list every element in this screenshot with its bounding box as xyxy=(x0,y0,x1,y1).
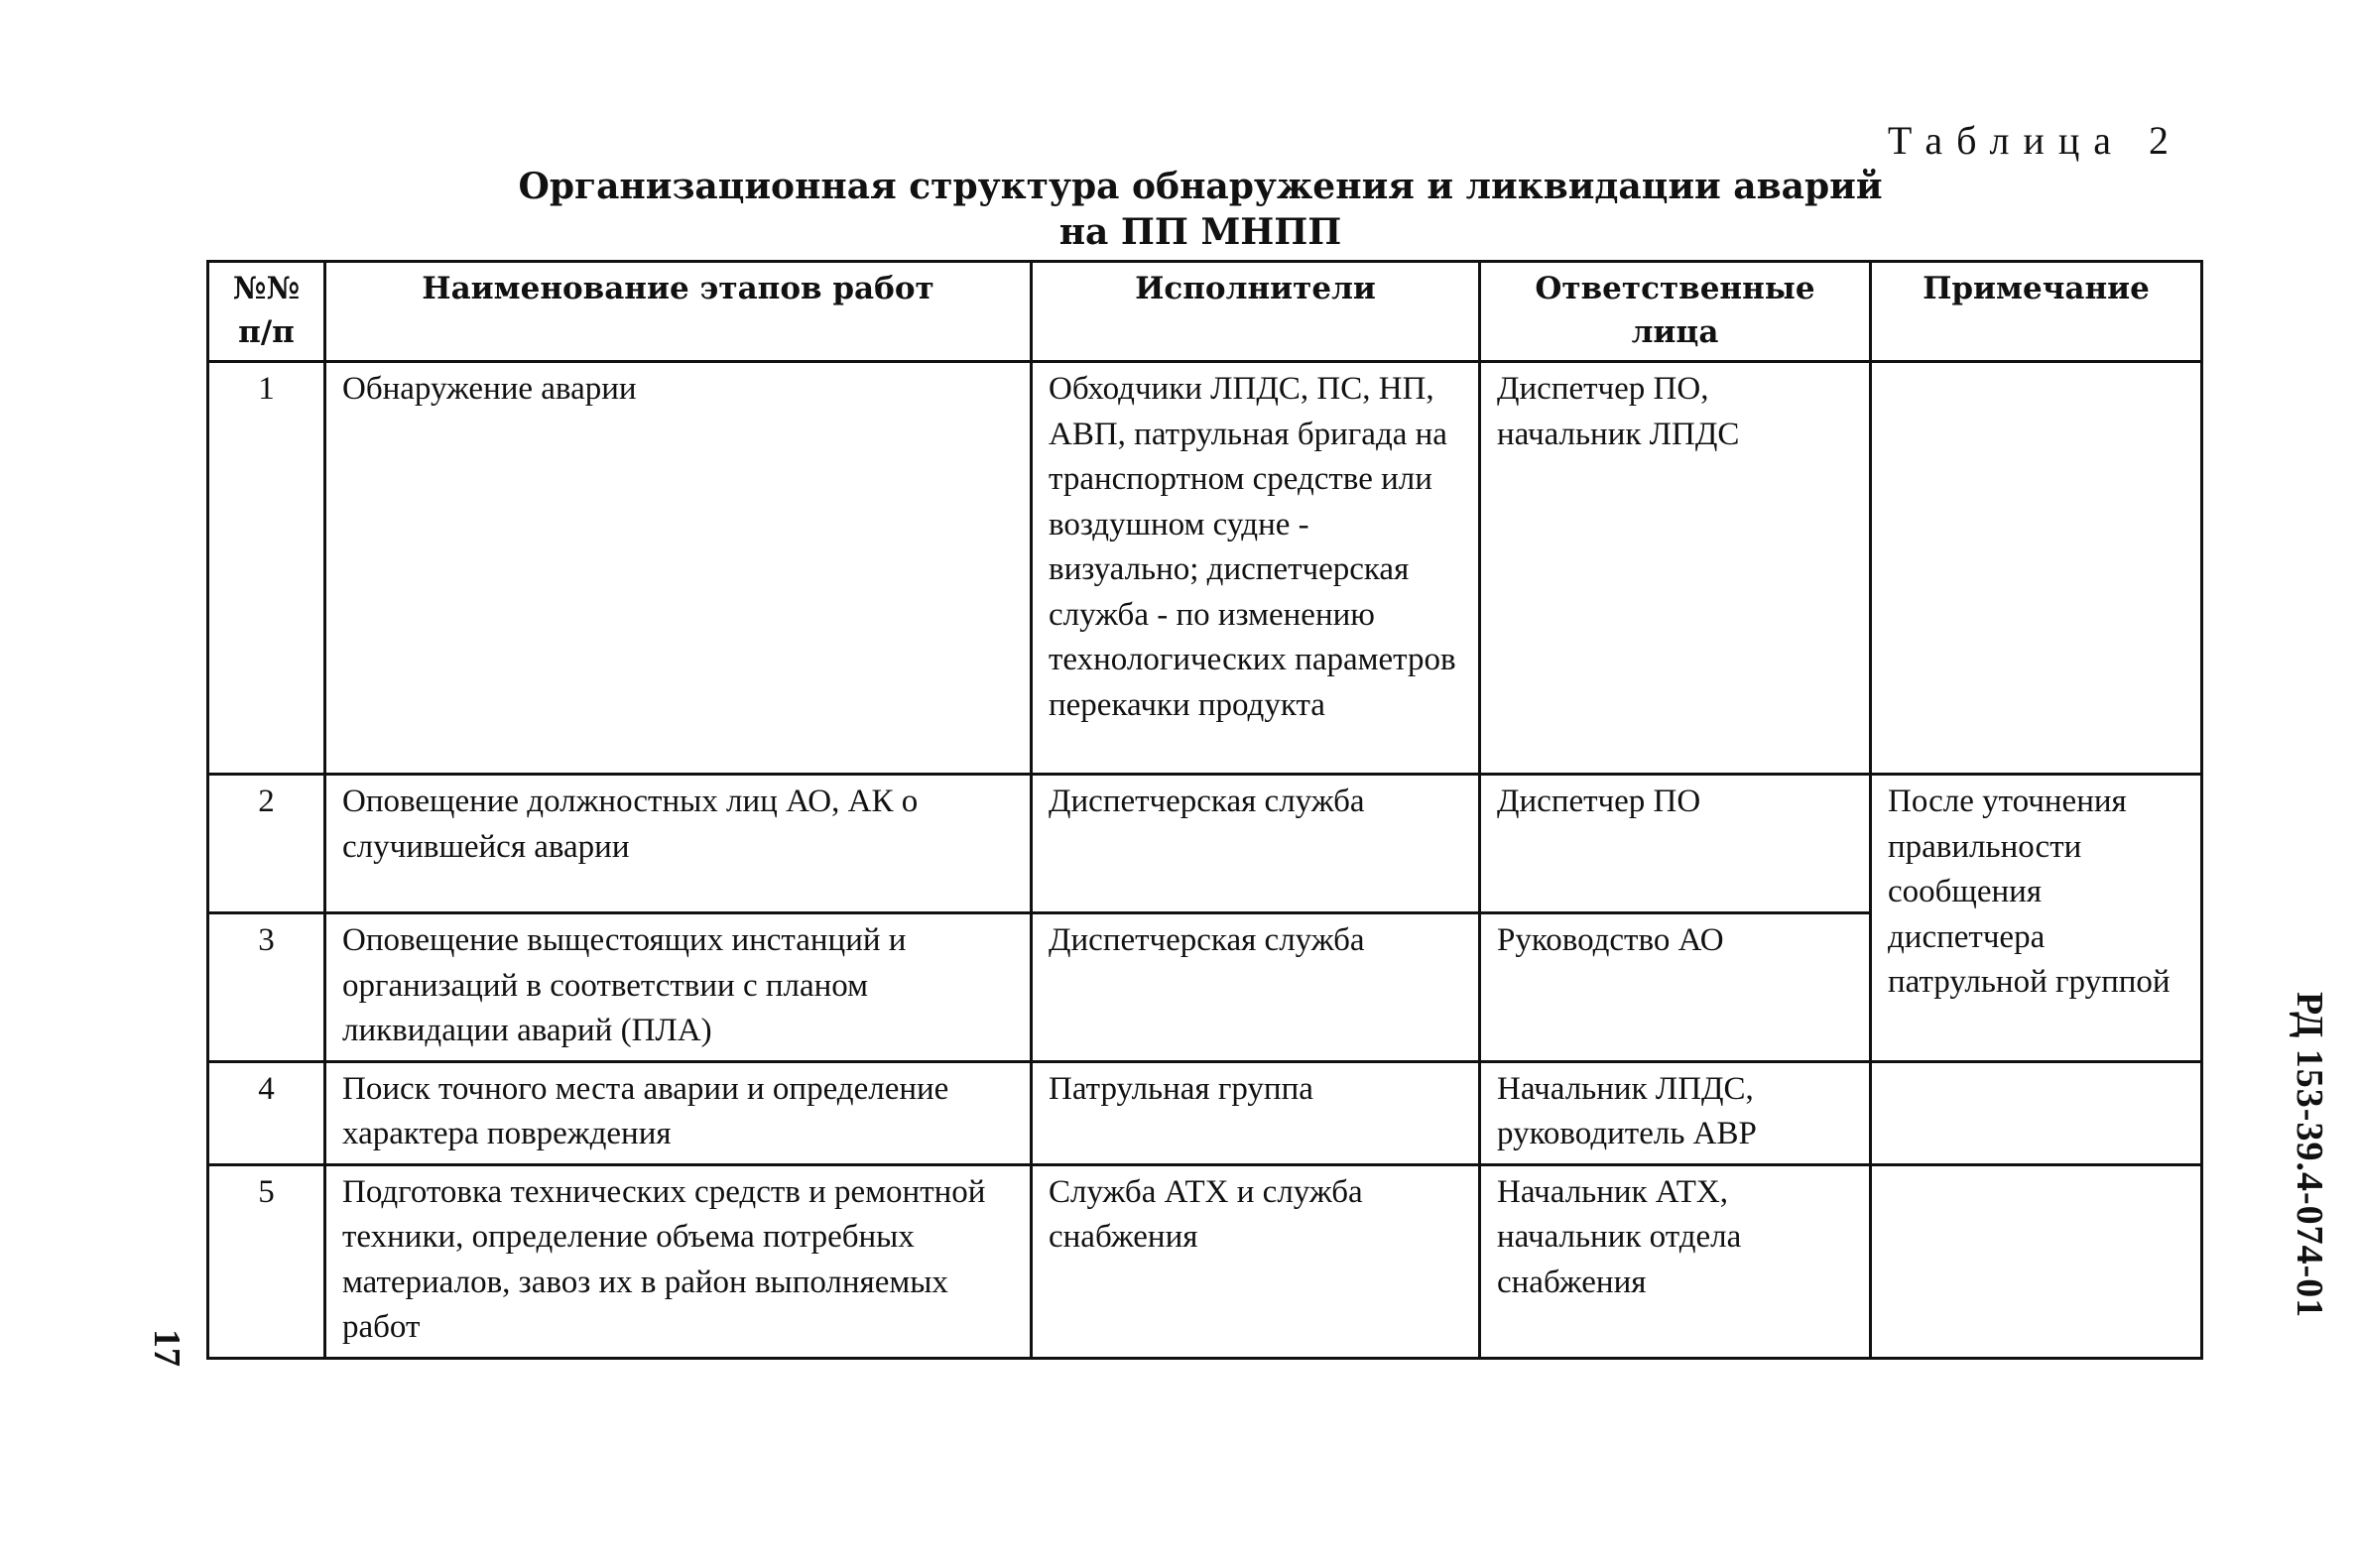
table-row xyxy=(208,775,2202,913)
responsible-cell: Начальник ЛПДС, руководитель АВР xyxy=(1480,1061,1871,1164)
row-number: 1 xyxy=(208,362,325,775)
stage-cell: Обнаружение аварии xyxy=(325,362,1032,775)
table-row xyxy=(208,1061,2202,1164)
header-responsible: Ответственные лица xyxy=(1480,262,1871,362)
executors-cell: Диспетчерская служба xyxy=(1032,775,1480,913)
note-cell xyxy=(1871,1061,2202,1164)
responsible-cell: Начальник АТХ, начальник отдела снабжения xyxy=(1480,1164,1871,1358)
document-title xyxy=(456,164,1944,255)
organization-table xyxy=(206,260,2203,1360)
header-num: №№ п/п xyxy=(208,262,325,362)
note-cell: После уточнения правильности сообщения диспетчера патрульной группой xyxy=(1871,775,2202,1062)
title-line-2: на ПП МНПП xyxy=(1058,211,1342,253)
executors-cell: Диспетчерская служба xyxy=(1032,913,1480,1062)
responsible-cell: Диспетчер ПО, начальник ЛПДС xyxy=(1480,362,1871,775)
table-row xyxy=(208,362,2202,775)
executors-cell: Патрульная группа xyxy=(1032,1061,1480,1164)
table-row xyxy=(208,1164,2202,1358)
header-stage: Наименование этапов работ xyxy=(325,262,1032,362)
header-note: Примечание xyxy=(1871,262,2202,362)
header-executors: Исполнители xyxy=(1032,262,1480,362)
stage-cell: Оповещение выщестоящих инстанций и организаций в соответствии с планом ликвидации аварий (ПЛА) xyxy=(325,913,1032,1062)
row-number: 5 xyxy=(208,1164,325,1358)
title-line-1: Организационная структура обнаружения и ликвидации аварий xyxy=(518,166,1883,207)
page-number: 17 xyxy=(146,1329,187,1367)
row-number: 4 xyxy=(208,1061,325,1164)
header-row xyxy=(208,262,2202,362)
executors-cell: Обходчики ЛПДС, ПС, НП, АВП, патрульная бригада на транспортном средстве или воздушном судне - визуально; диспетчерская служба - по изменению технологических параметров перекачки продукта xyxy=(1032,362,1480,775)
responsible-cell: Диспетчер ПО xyxy=(1480,775,1871,913)
executors-cell: Служба АТХ и служба снабжения xyxy=(1032,1164,1480,1358)
stage-cell: Поиск точного места аварии и определение характера повреждения xyxy=(325,1061,1032,1164)
note-cell xyxy=(1871,1164,2202,1358)
row-number: 3 xyxy=(208,913,325,1062)
note-cell xyxy=(1871,362,2202,775)
responsible-cell: Руководство АО xyxy=(1480,913,1871,1062)
stage-cell: Подготовка технических средств и ремонтной техники, определение объема потребных материалов, завоз их в район выполняемых работ xyxy=(325,1164,1032,1358)
row-number: 2 xyxy=(208,775,325,913)
stage-cell: Оповещение должностных лиц АО, АК о случившейся аварии xyxy=(325,775,1032,913)
table-label: Таблица 2 xyxy=(1887,118,2182,163)
document-code: РД 153-39.4-074-01 xyxy=(2289,992,2330,1319)
